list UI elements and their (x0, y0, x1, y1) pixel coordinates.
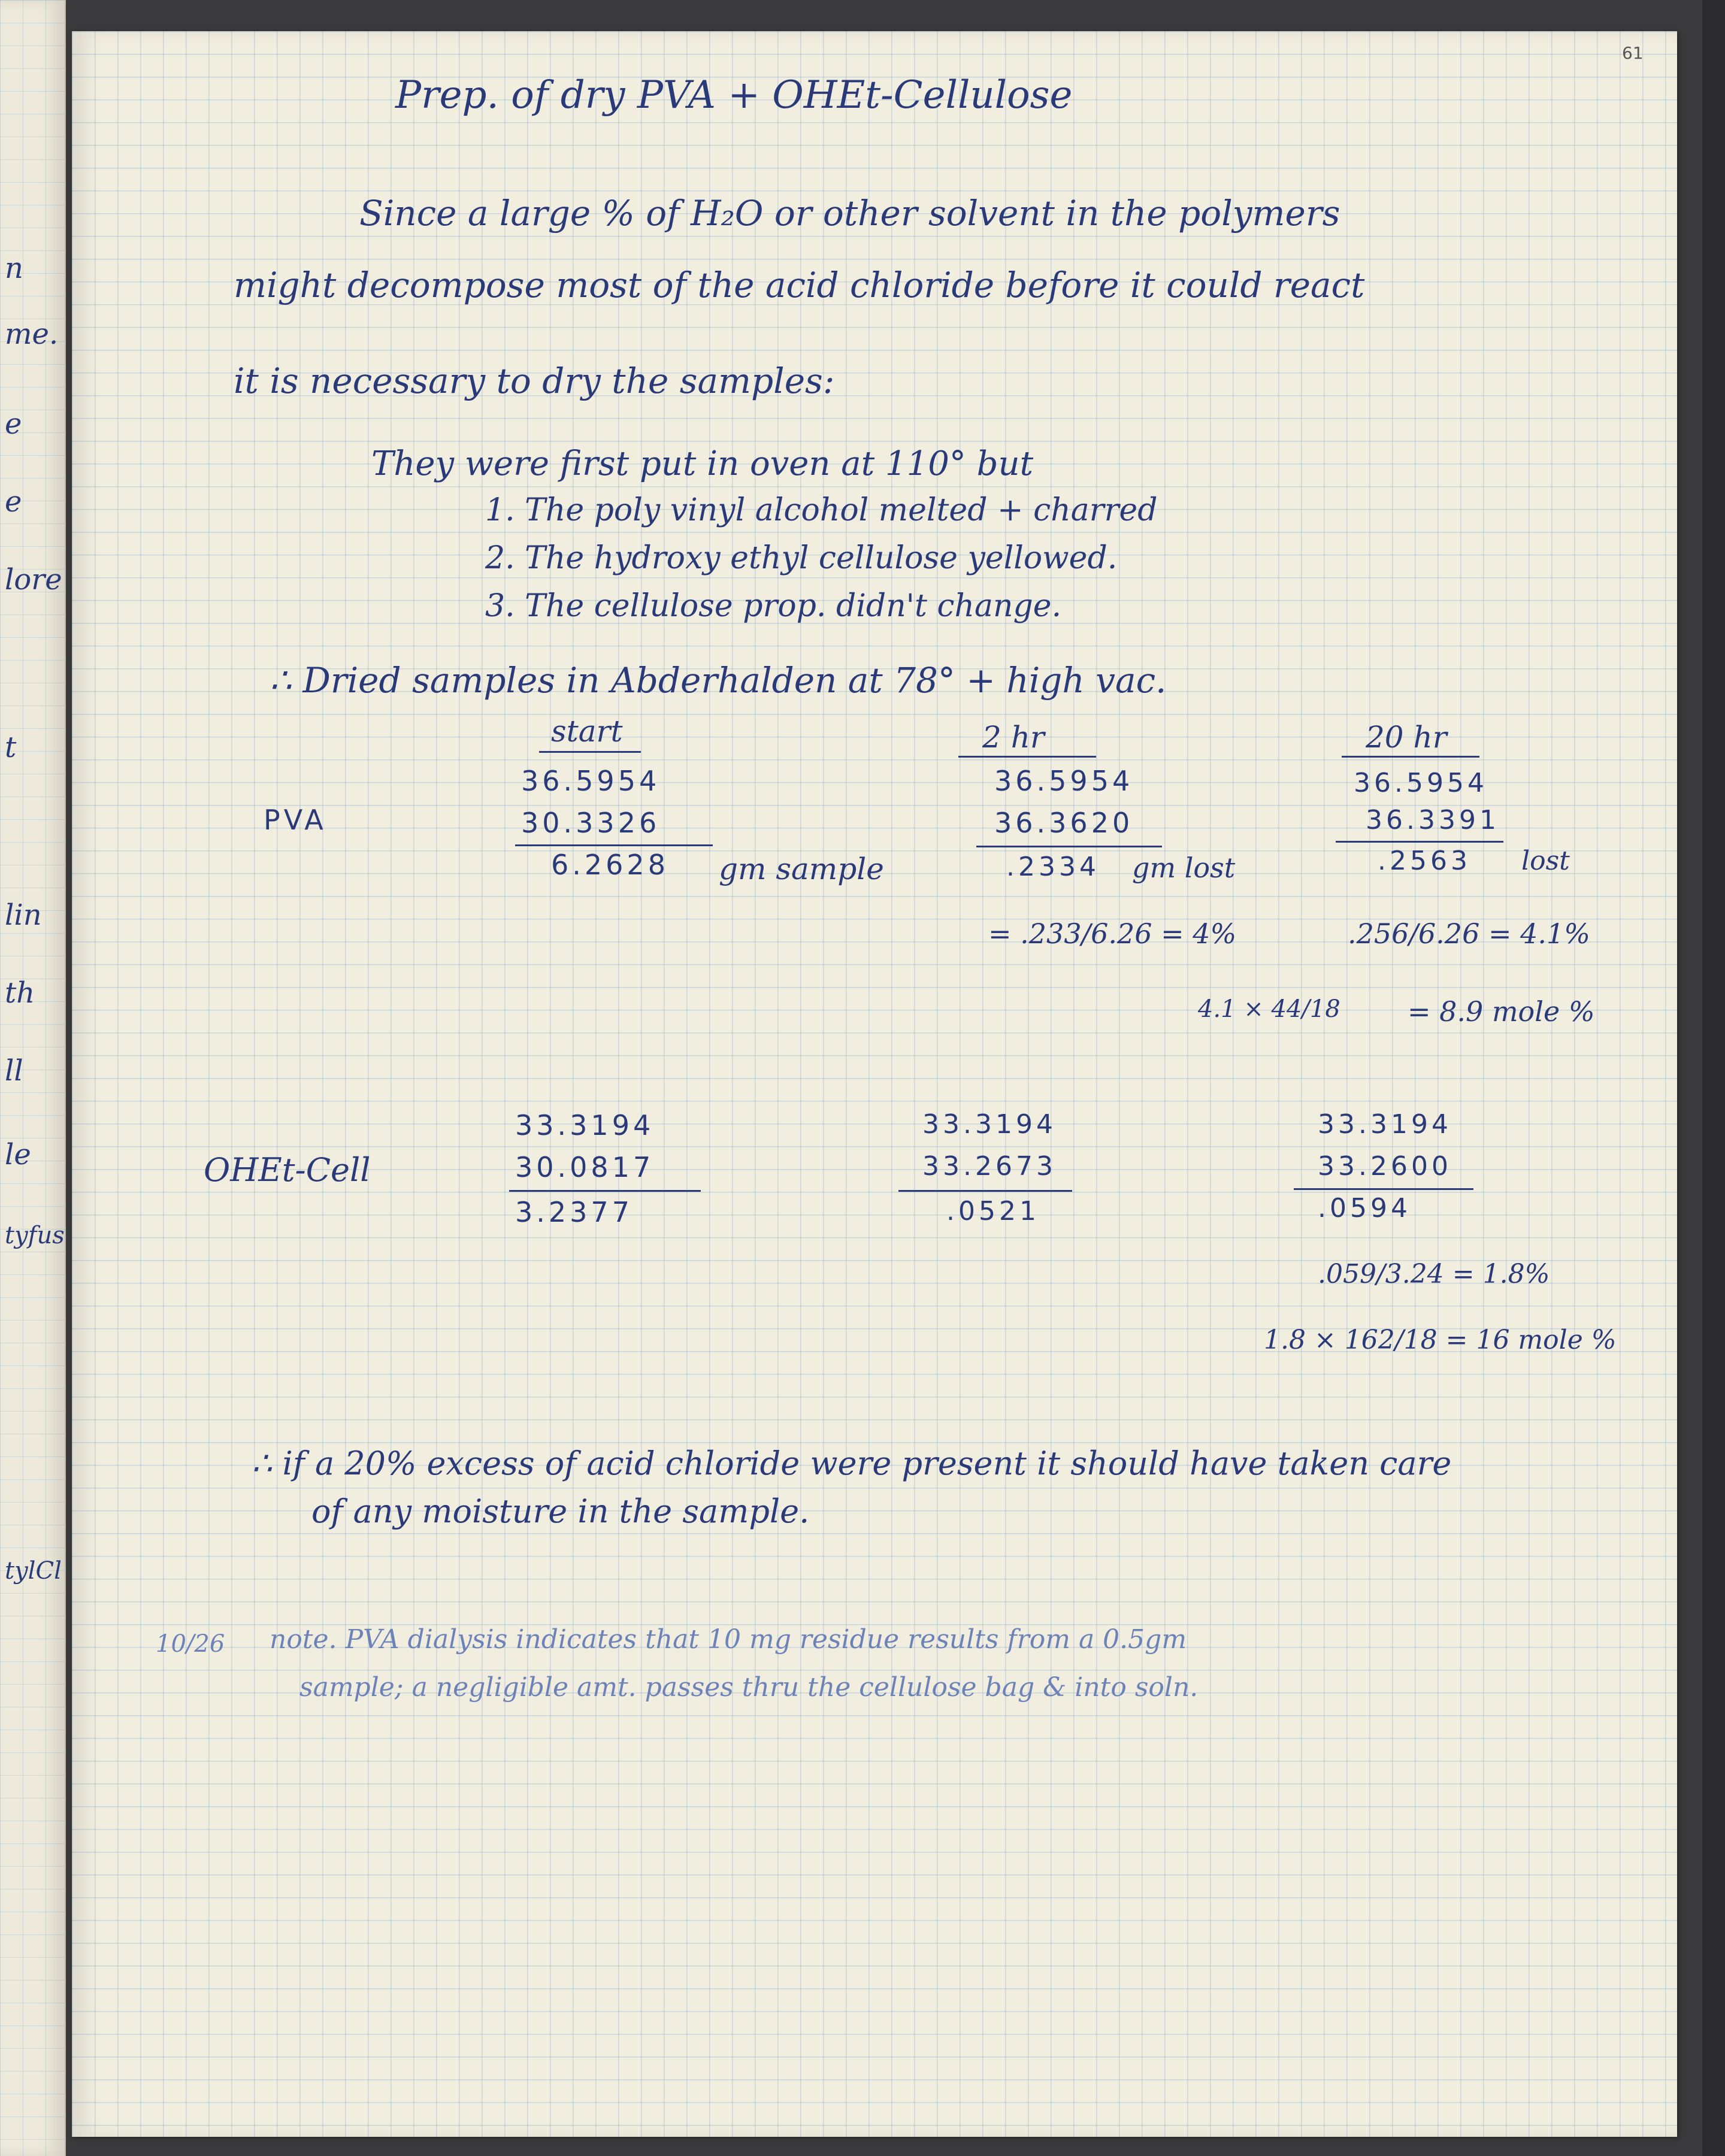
pencil-note-line: sample; a negligible amt. passes thru the cellulose bag & into soln. (299, 1672, 1199, 1703)
ohet-20hr-rule (1294, 1188, 1473, 1190)
oven-item: 1. The poly vinyl alcohol melted + charred (485, 492, 1158, 528)
column-header-2hr: 2 hr (982, 720, 1045, 755)
left-margin-fragment: lin (5, 898, 42, 932)
left-margin-fragment: t (5, 731, 17, 764)
ohet-mole-calc: 1.8 × 162/18 = 16 mole % (1264, 1325, 1617, 1355)
pva-mole-calc-left: 4.1 × 44/18 (1198, 995, 1340, 1023)
left-margin-fragment: e (5, 485, 22, 519)
pva-20hr-note: lost (1521, 846, 1570, 876)
left-margin-fragment: le (5, 1138, 31, 1171)
page-title: Prep. of dry PVA + OHEt-Cellulose (395, 73, 1073, 117)
ohet-2hr-lost: .0521 (946, 1196, 1040, 1227)
pva-20hr-rule (1336, 841, 1503, 843)
left-margin-fragment: ll (5, 1054, 23, 1088)
column-header-rule (1342, 756, 1479, 758)
dried-samples-line: ∴ Dried samples in Abderhalden at 78° + high vac. (270, 660, 1167, 701)
ohet-label: OHEt-Cell (204, 1151, 371, 1189)
ohet-2hr-rule (898, 1190, 1072, 1192)
oven-intro: They were first put in oven at 110° but (371, 444, 1034, 483)
conclusion-line: ∴ if a 20% excess of acid chloride were present it should have taken care (252, 1445, 1452, 1482)
ohet-20hr-calc: .059/3.24 = 1.8% (1318, 1259, 1550, 1289)
pva-2hr-gross: 36.5954 (994, 765, 1134, 797)
pencil-note-line: note. PVA dialysis indicates that 10 mg residue results from a 0.5gm (270, 1624, 1187, 1655)
page-number: 61 (1622, 43, 1644, 63)
left-margin-fragment: me. (5, 317, 59, 351)
pva-20hr-after: 36.3391 (1366, 805, 1500, 835)
left-margin-fragment: n (5, 252, 23, 285)
left-page-edge (0, 0, 66, 2156)
pva-20hr-gross: 36.5954 (1354, 768, 1488, 798)
pva-2hr-calc: = .233/6.26 = 4% (988, 917, 1237, 950)
paragraph-line: Since a large % of H₂O or other solvent in the polymers (359, 193, 1340, 234)
ohet-start-gross: 33.3194 (515, 1109, 655, 1141)
left-margin-fragment: lore (5, 563, 62, 596)
oven-item: 3. The cellulose prop. didn't change. (485, 588, 1062, 624)
ohet-start-rule (509, 1190, 701, 1192)
left-margin-fragment: tyfus (5, 1222, 65, 1249)
left-margin-fragment: th (5, 976, 35, 1010)
pva-label: PVA (264, 804, 327, 836)
pva-start-note: gm sample (719, 852, 884, 886)
paragraph-line: might decompose most of the acid chloride before it could react (234, 265, 1365, 305)
pva-2hr-after: 36.3620 (994, 807, 1134, 839)
pva-2hr-note: gm lost (1132, 852, 1236, 884)
oven-item: 2. The hydroxy ethyl cellulose yellowed. (485, 540, 1118, 576)
cover-edge (1702, 0, 1725, 2156)
ohet-20hr-gross: 33.3194 (1318, 1109, 1452, 1140)
pva-20hr-lost: .2563 (1378, 846, 1471, 876)
column-header-rule (539, 751, 641, 753)
pencil-note-date: 10/26 (156, 1630, 225, 1658)
column-header-20hr: 20 hr (1366, 720, 1447, 755)
pva-start-gross: 36.5954 (521, 765, 661, 797)
pva-start-rule (515, 844, 713, 846)
paragraph-line: it is necessary to dry the samples: (234, 361, 835, 401)
pva-2hr-lost: .2334 (1006, 852, 1100, 882)
left-margin-fragment: e (5, 407, 22, 441)
ohet-start-net: 3.2377 (515, 1196, 633, 1228)
ohet-2hr-gross: 33.3194 (922, 1109, 1057, 1140)
conclusion-line: of any moisture in the sample. (311, 1492, 810, 1530)
notebook-page (72, 31, 1677, 2137)
pva-20hr-calc: .256/6.26 = 4.1% (1348, 917, 1590, 950)
column-header-rule (958, 756, 1096, 758)
column-header-start: start (551, 714, 623, 749)
ohet-20hr-after: 33.2600 (1318, 1151, 1452, 1182)
pva-mole-calc: = 8.9 mole % (1408, 995, 1595, 1028)
ohet-start-tare: 30.0817 (515, 1151, 655, 1183)
pva-start-tare: 30.3326 (521, 807, 661, 839)
left-margin-fragment: tylCl (5, 1557, 62, 1585)
ohet-2hr-after: 33.2673 (922, 1151, 1057, 1182)
pva-2hr-rule (976, 846, 1162, 847)
ohet-20hr-lost: .0594 (1318, 1193, 1411, 1224)
pva-start-net: 6.2628 (551, 849, 669, 881)
